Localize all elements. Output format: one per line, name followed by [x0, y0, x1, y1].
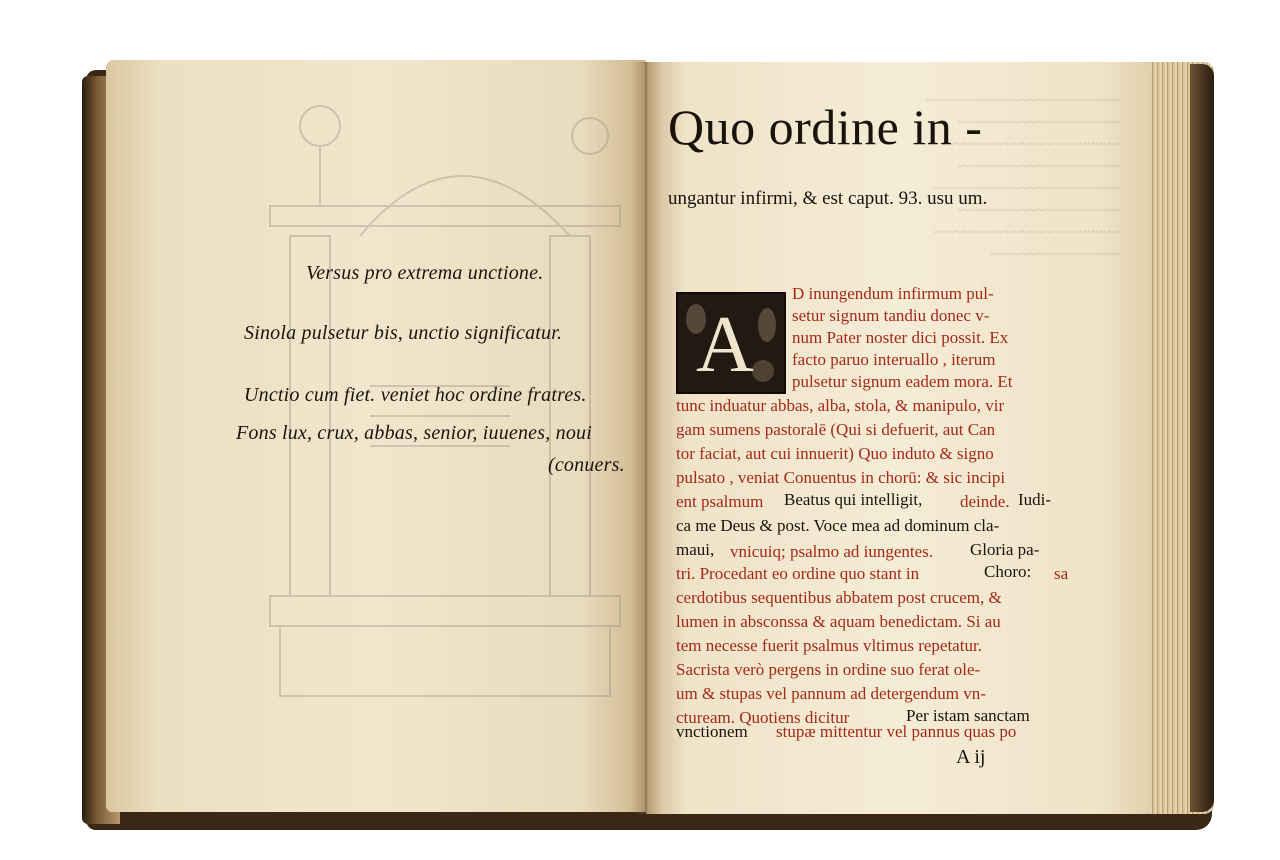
left-page-line: Fons lux, crux, abbas, senior, iuuenes, noui: [236, 422, 592, 444]
text-line: stupæ mittentur vel pannus quas po: [776, 722, 1017, 741]
text-line: cerdotibus sequentibus abbatem post crucem, &: [676, 588, 1002, 607]
text-line: pulsetur signum eadem mora. Et: [792, 372, 1013, 391]
text-line: Beatus qui intelligit,: [784, 490, 923, 509]
text-line: facto paruo interuallo , iterum: [792, 350, 996, 369]
ornament-figure: [752, 360, 774, 382]
left-page-line: Unctio cum fiet. veniet hoc ordine fratres.: [244, 384, 587, 406]
initial-letter: A: [696, 301, 754, 389]
text-line: Iudi-: [1018, 490, 1052, 509]
text-line: Gloria pa-: [970, 540, 1040, 559]
text-line: tri. Procedant eo ordine quo stant in: [676, 564, 920, 583]
text-line: vnicuiq; psalmo ad iungentes.: [730, 542, 934, 561]
left-page-line: (conuers.: [548, 454, 625, 476]
book-cover-right-edge: [1190, 64, 1214, 812]
text-show-through: ~~~~~~~~~~~~~~~~~~~~~~~~ ~~~~~~~~~~~~~~~~~~~~ ~~~~~~~~~~~~~~~~~~~~~~ ~~~~~~~~~~~~~~~~~~~~ ~~~~~~~~~~~~~~~~~~~~~~~ ~~~~~~~~~~~~~~~~~~~~ ~~~~~~~~~~~~~~~~~~~~~~~ ~~~~~~~~~~~~~~~~: [925, 93, 1120, 263]
text-line: vnctionem: [676, 722, 748, 741]
text-line: setur signum tandiu donec v-: [792, 306, 990, 325]
text-line: gam sumens pastoralē (Qui si defuerit, aut Can: [676, 420, 996, 439]
text-line: Choro:: [984, 562, 1032, 581]
text-line: D inungendum infirmum pul-: [792, 284, 994, 303]
text-line: ctuream. Quotiens dicitur: [676, 708, 850, 727]
text-line: num Pater noster dici possit. Ex: [792, 328, 1009, 347]
decorated-initial: [676, 292, 786, 394]
text-line: deinde.: [960, 492, 1010, 511]
left-page-line: Sinola pulsetur bis, unctio significatur.: [244, 322, 563, 344]
text-line: sa: [1054, 564, 1069, 583]
text-line: tem necesse fuerit psalmus vltimus repetatur.: [676, 636, 982, 655]
text-line: Per istam sanctam: [906, 706, 1030, 725]
ornament-figure: [758, 308, 776, 342]
chapter-subheading: ungantur infirmi, & est caput. 93. usu um.: [668, 188, 988, 209]
text-line: maui,: [676, 540, 715, 559]
text-line: tunc induatur abbas, alba, stola, & manipulo, vir: [676, 396, 1005, 415]
chapter-heading: Quo ordine in -: [668, 99, 983, 155]
text-line: Sacrista verò pergens in ordine suo ferat ole-: [676, 660, 981, 679]
text-line: pulsato , veniat Conuentus in chorū: & sic incipi: [676, 468, 1006, 487]
page-number: A ij: [956, 746, 986, 768]
text-line: ca me Deus & post. Voce mea ad dominum cla-: [676, 516, 1000, 535]
text-line: tor faciat, aut cui innuerit) Quo induto & signo: [676, 444, 994, 463]
left-page-title: Versus pro extrema unctione.: [306, 262, 544, 284]
text-line: lumen in absconssa & aquam benedictam. Si au: [676, 612, 1001, 631]
text-line: ent psalmum: [676, 492, 764, 511]
text-line: um & stupas vel pannum ad detergendum vn-: [676, 684, 986, 703]
